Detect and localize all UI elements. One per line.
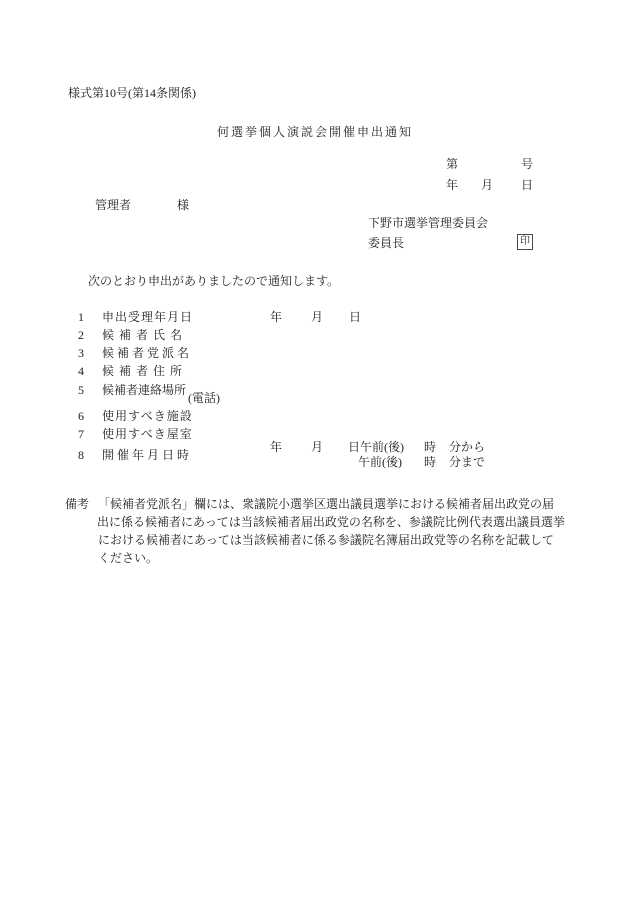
- item-row-1: [0, 310, 630, 325]
- item8-ampm2: 午前(後): [358, 455, 402, 469]
- item-row-2: [0, 328, 630, 343]
- item8-day-ampm: 日午前(後): [348, 440, 404, 454]
- addressee-title: 管理者: [95, 198, 132, 212]
- item1-year: 年: [270, 310, 283, 324]
- issuer-position: 委員長: [368, 236, 405, 250]
- number-suffix: 号: [521, 157, 534, 171]
- item-label: 開 催 年 月 日 時: [102, 448, 190, 462]
- item1-day: 日: [349, 310, 362, 324]
- item1-month: 月: [311, 310, 324, 324]
- issue-date-year: 年: [446, 178, 459, 192]
- item-label: 候 補 者 党 派 名: [102, 346, 190, 360]
- remarks-line-4: ください。: [98, 551, 159, 565]
- item-label: 候 補 者 氏 名: [102, 328, 184, 342]
- issue-date-line: [0, 178, 630, 193]
- item-row-3: [0, 346, 630, 361]
- form-number: 様式第10号(第14条関係): [68, 86, 196, 100]
- item-number: 5: [78, 383, 84, 397]
- item8-month: 月: [311, 440, 324, 454]
- item-row-5: [0, 383, 630, 405]
- item-number: 8: [78, 448, 84, 462]
- issue-date-month: 月: [481, 178, 494, 192]
- issuer-organization: 下野市選挙管理委員会: [368, 216, 489, 230]
- seal-box: 印: [517, 234, 533, 250]
- item8-minute-to: 分まで: [449, 455, 486, 469]
- item-row-6: [0, 409, 630, 424]
- addressee-line: [0, 198, 630, 213]
- item-label: 使用すべき施設: [102, 409, 193, 423]
- item8-hour: 時: [424, 440, 437, 454]
- item5-phone-label: (電話): [188, 391, 220, 405]
- item-label: 申出受理年月日: [102, 310, 194, 324]
- item-number: 3: [78, 346, 84, 360]
- item8-year: 年: [270, 440, 283, 454]
- item8-date-line1: [0, 440, 630, 455]
- remarks-line-3: における候補者にあっては当該候補者に係る参議院名簿届出政党等の名称を記載して: [98, 533, 554, 547]
- addressee-honorific: 様: [177, 198, 190, 212]
- item8-hour2: 時: [424, 455, 437, 469]
- remarks-line-1: 「候補者党派名」欄には、衆議院小選挙区選出議員選挙における候補者届出政党の届: [98, 497, 555, 511]
- intro-text: 次のとおり申出がありましたので通知します。: [88, 274, 340, 288]
- item-label: 候補者連絡場所: [102, 383, 187, 397]
- item-number: 7: [78, 427, 84, 441]
- document-title: 何選挙個人演説会開催申出通知: [216, 125, 413, 139]
- item-label: 候 補 者 住 所: [102, 364, 184, 378]
- number-prefix: 第: [446, 157, 459, 171]
- item-label: 使用すべき屋室: [102, 427, 193, 441]
- item8-minute-from: 分から: [449, 440, 486, 454]
- document-number-line: [0, 157, 630, 172]
- item-number: 2: [78, 328, 84, 342]
- item8-date-line2: [0, 455, 630, 470]
- issue-date-day: 日: [521, 178, 534, 192]
- item-number: 4: [78, 364, 84, 378]
- item-number: 6: [78, 409, 84, 423]
- remarks-label: 備考: [65, 497, 90, 511]
- item-row-4: [0, 364, 630, 379]
- item-number: 1: [78, 310, 84, 324]
- remarks-line-2: 出に係る候補者にあっては当該候補者届出政党の名称を、参議院比例代表選出議員選挙: [97, 515, 565, 529]
